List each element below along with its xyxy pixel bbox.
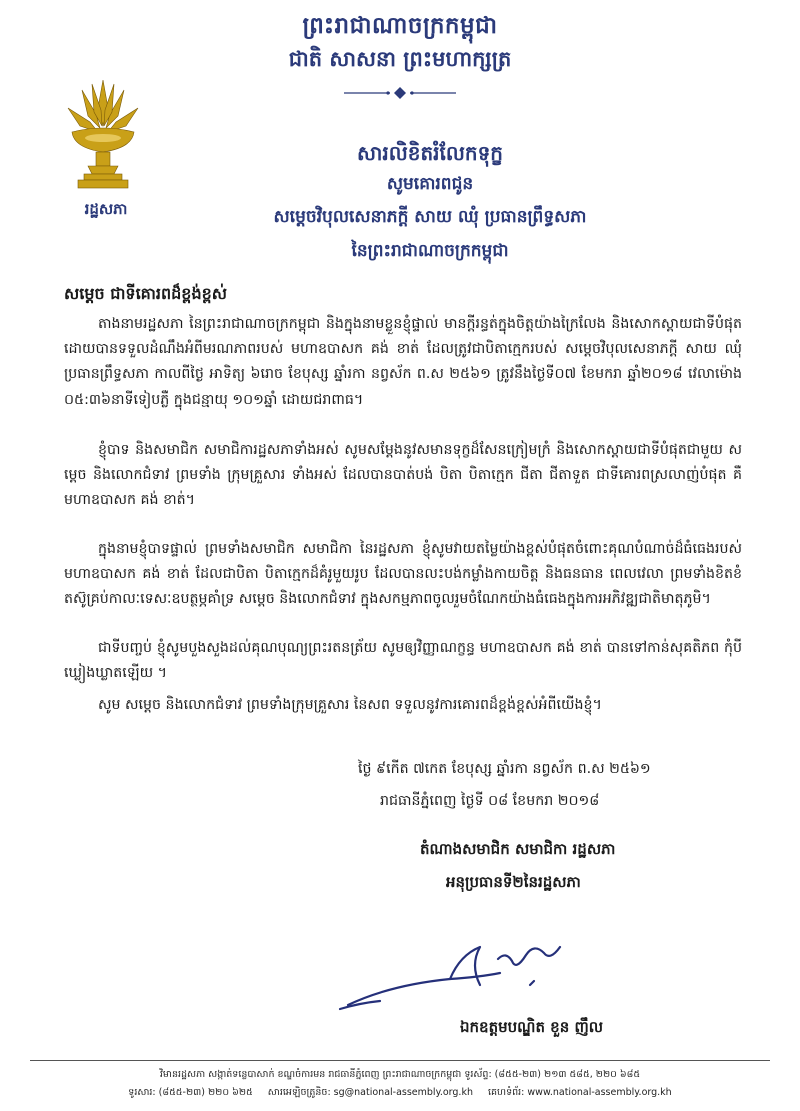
body-paragraph: ជាទីបញ្ចប់ ខ្ញុំសូមបួងសួងដល់គុណបុណ្យព្រះរតនត្រ័យ សូមឲ្យវិញ្ញាណក្ខន្ធ មហាឧបាសក គង់ ខាត់ បានទៅកាន់សុគតិភព កុំបីឃ្លៀងឃ្លាតឡើយ ។: [64, 640, 742, 682]
emblem-caption: រដ្ឋសភា: [84, 200, 128, 218]
footer-address: វិមានរដ្ឋសភា សង្កាត់ទន្លេបាសាក់ ខណ្ឌចំការមន រាជធានីភ្នំពេញ ព្រះរាជាណាចក្រកម្ពុជា ទូរស័ព្ទ: (៨៥៥-២៣) ២១៣ ៥៨៥, ២២០ ៦៨៥: [159, 1069, 641, 1080]
signatory-role: តំណាងសមាជិក សមាជិកា រដ្ឋសភា: [420, 840, 616, 858]
body-paragraph: សូម សម្តេច និងលោកជំទាវ ព្រមទាំងក្រុមគ្រួសារ នៃសព ទទួលនូវការគោរពដ៏ខ្ពង់ខ្ពស់អំពីយើងខ្ញុំ។: [98, 697, 602, 713]
kingdom-title: ព្រះរាជាណាចក្រកម្ពុជា: [302, 13, 498, 39]
body-paragraph: ក្នុងនាមខ្ញុំបាទផ្ទាល់ ព្រមទាំងសមាជិក សមាជិកា នៃរដ្ឋសភា ខ្ញុំសូមវាយតម្លៃយ៉ាងខ្ពស់បំផុតចំពោះគុណបំណាច់ដ៏ធំធេងរបស់ មហាឧបាសក គង់ ខាត់ ដែលជាបិតា បិតាក្មេកដ៏គំរូមួយរូប ដែលបានលះបង់កម្លាំងកាយចិត្ត និងធនធាន ពេលវេលា ព្រមទាំងខិតខំតស៊ូគ្រប់កាលៈទេសៈឧបត្ថម្ភគាំទ្រ សម្តេច និងលោកជំទាវ ក្នុងសកម្មភាពចូលរួមចំណែកយ៉ាងធំធេងក្នុងការអភិវឌ្ឍជាតិមាតុភូមិ។: [64, 541, 742, 608]
letter-title: សារលិខិតរំលែកទុក្ខ: [357, 141, 503, 165]
footer-website[interactable]: គេហទំព័រ: www.national-assembly.org.kh: [488, 1087, 672, 1098]
letter-addressee-name: សម្តេចវិបុលសេនាភក្តី សាយ ឈុំ ប្រធានព្រឹទ្ធសភា: [273, 207, 587, 227]
signer-name: ឯកឧត្តមបណ្ឌិត ខួន ញឹល: [460, 1018, 604, 1036]
footer-fax: ទូរសារ: (៨៥៥-២៣) ២២០ ៦២៥: [128, 1087, 253, 1098]
letter-addressee-intro: សូមគោរពជូន: [386, 174, 474, 194]
footer-contacts: [0, 1086, 800, 1100]
solar-date: រាជធានីភ្នំពេញ ថ្ងៃទី ០៨ ខែមករា ២០១៨: [380, 793, 600, 809]
national-assembly-emblem-icon: [62, 78, 144, 196]
letter-addressee-country: នៃព្រះរាជាណាចក្រកម្ពុជា: [351, 241, 509, 261]
footer-email[interactable]: សារអេឡិចត្រូនិច: sg@national-assembly.org.kh: [267, 1087, 473, 1098]
lunar-date: ថ្ងៃ ៩កើត ៧កេត ខែបុស្ស ឆ្នាំរកា នព្វស័ក ព.ស ២៥៦១: [358, 761, 651, 777]
national-motto: ជាតិ សាសនា ព្រះមហាក្សត្រ: [288, 47, 512, 71]
divider-ornament-icon: [340, 86, 460, 100]
footer-divider: [30, 1060, 770, 1061]
salutation: សម្តេច ជាទីគោរពដ៏ខ្ពង់ខ្ពស់: [64, 284, 227, 303]
body-paragraph: ខ្ញុំបាទ និងសមាជិក សមាជិការដ្ឋសភាទាំងអស់ សូមសម្តែងនូវសមានទុក្ខដ៏សែនក្រៀមក្រំ និងសោកស្តាយជាទីបំផុតជាមួយ សម្តេច និងលោកជំទាវ ព្រមទាំង ក្រុមគ្រួសារ ទាំងអស់ ដែលបានបាត់បង់ បិតា បិតាក្មេក ជីតា ជីតាទួត ជាទីគោរពស្រលាញ់បំផុត គឺមហាឧបាសក គង់ ខាត់។: [64, 442, 742, 509]
handwritten-signature-icon: [330, 925, 610, 1025]
signatory-position: អនុប្រធានទី២នៃរដ្ឋសភា: [446, 873, 581, 891]
body-paragraph: តាងនាមរដ្ឋសភា នៃព្រះរាជាណាចក្រកម្ពុជា និងក្នុងនាមខ្លួនខ្ញុំផ្ទាល់ មានក្តីរន្ធត់ក្នុងចិត្តយ៉ាងក្រៃលែង និងសោកស្តាយជាទីបំផុត ដោយបានទទួលដំណឹងអំពីមរណភាពរបស់ មហាឧបាសក គង់ ខាត់ ដែលត្រូវជាបិតាក្មេករបស់ សម្តេចវិបុលសេនាភក្តី សាយ ឈុំ ប្រធានព្រឹទ្ធសភា កាលពីថ្ងៃ អាទិត្យ ៦រោច ខែបុស្ស ឆ្នាំរកា នព្វស័ក ព.ស ២៥៦១ ត្រូវនឹងថ្ងៃទី០៧ ខែមករា ឆ្នាំ២០១៨ វេលាម៉ោង ០៥:៣៦នាទីទៀបភ្លឺ ក្នុងជន្មាយុ ១០១ឆ្នាំ ដោយជរាពាធ។: [64, 316, 742, 408]
